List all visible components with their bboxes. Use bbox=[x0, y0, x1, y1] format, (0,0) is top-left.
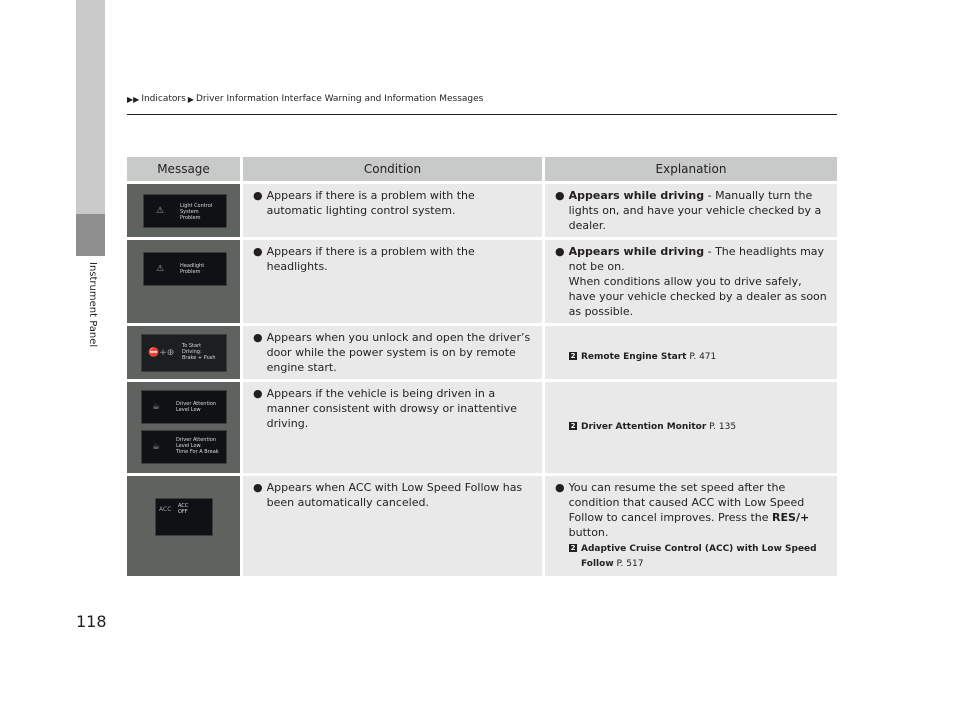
cross-reference[interactable] bbox=[569, 542, 829, 572]
condition-text: Appears if the vehicle is being driven in a manner consistent with drowsy or inattentive driving. bbox=[266, 387, 518, 430]
reference-title: Remote Engine Start bbox=[581, 352, 687, 362]
table-row bbox=[127, 237, 837, 323]
bullet-icon: ● bbox=[555, 481, 565, 494]
reference-icon: 2 bbox=[570, 352, 576, 360]
table-row bbox=[127, 473, 837, 576]
breadcrumb-item[interactable]: Indicators bbox=[141, 94, 186, 104]
breadcrumb-item[interactable]: Driver Information Interface Warning and Information Messages bbox=[195, 94, 484, 104]
explanation-cell bbox=[545, 237, 837, 323]
message-image-cell bbox=[127, 379, 243, 473]
screen-text: ACC OFF bbox=[178, 503, 189, 515]
condition-cell bbox=[243, 323, 545, 379]
message-image-cell bbox=[127, 237, 243, 323]
cross-reference[interactable] bbox=[569, 350, 829, 365]
cross-reference[interactable] bbox=[569, 420, 829, 435]
explanation-bold: RES/+ bbox=[772, 511, 810, 524]
explanation-text: - The headlights may not be on. bbox=[568, 245, 825, 273]
column-header: Explanation bbox=[545, 157, 837, 181]
explanation-cell bbox=[545, 323, 837, 379]
explanation-text: button. bbox=[568, 526, 609, 539]
display-screen bbox=[141, 334, 227, 372]
light-control-problem-icon: ⚠ bbox=[156, 206, 165, 216]
bullet-icon: ● bbox=[253, 189, 263, 202]
reference-title: Driver Attention Monitor bbox=[581, 422, 707, 432]
header-divider bbox=[127, 114, 837, 115]
message-table bbox=[127, 157, 837, 576]
message-image-cell bbox=[127, 473, 243, 576]
reference-page: P. 135 bbox=[706, 422, 737, 432]
reference-title: Adaptive Cruise Control (ACC) with Low Speed Follow bbox=[581, 544, 817, 569]
message-image-cell bbox=[127, 181, 243, 237]
condition-cell bbox=[243, 473, 545, 576]
breadcrumb-arrow-icon: ▶▶ bbox=[127, 94, 140, 104]
coffee-cup-icon: ☕ bbox=[152, 402, 161, 412]
page-number: 118 bbox=[76, 612, 107, 631]
coffee-cup-icon: ☕ bbox=[152, 442, 161, 452]
explanation-text: You can resume the set speed after the condition that caused ACC with Low Speed Follow to cancel improves. Press the bbox=[568, 481, 805, 524]
headlight-problem-icon: ⚠ bbox=[156, 264, 165, 274]
table-row bbox=[127, 379, 837, 473]
bullet-icon: ● bbox=[253, 331, 263, 344]
screen-text: To Start Driving: Brake + Push bbox=[182, 343, 216, 361]
explanation-bold: Appears while driving bbox=[568, 189, 705, 202]
condition-text: Appears if there is a problem with the automatic lighting control system. bbox=[266, 189, 475, 217]
explanation-cell bbox=[545, 181, 837, 237]
condition-text: Appears if there is a problem with the headlights. bbox=[266, 245, 475, 273]
side-tab-marker bbox=[76, 214, 105, 256]
reference-page: P. 471 bbox=[686, 352, 717, 362]
bullet-icon: ● bbox=[253, 387, 263, 400]
condition-cell bbox=[243, 379, 545, 473]
table-row bbox=[127, 323, 837, 379]
display-screen bbox=[143, 252, 227, 286]
display-screen bbox=[155, 498, 213, 536]
acc-icon: ACC bbox=[159, 506, 172, 513]
breadcrumb-arrow-icon: ▶ bbox=[187, 94, 194, 104]
screen-text: Driver Attention Level Low bbox=[176, 401, 217, 413]
table-header-row bbox=[127, 157, 837, 181]
screen-text: Headlight Problem bbox=[180, 263, 205, 275]
condition-cell bbox=[243, 181, 545, 237]
reference-icon: 2 bbox=[570, 544, 576, 552]
explanation-text: - Manually turn the lights on, and have your vehicle checked by a dealer. bbox=[568, 189, 822, 232]
message-image-cell bbox=[127, 323, 243, 379]
reference-icon: 2 bbox=[570, 422, 576, 430]
breadcrumb bbox=[127, 94, 483, 104]
display-screen bbox=[143, 194, 227, 228]
column-header: Condition bbox=[243, 157, 545, 181]
section-label: Instrument Panel bbox=[87, 262, 98, 348]
explanation-cell bbox=[545, 379, 837, 473]
condition-text: Appears when ACC with Low Speed Follow has been automatically canceled. bbox=[266, 481, 523, 509]
explanation-bold: Appears while driving bbox=[568, 245, 705, 258]
display-screen bbox=[141, 430, 227, 464]
explanation-cell bbox=[545, 473, 837, 576]
bullet-icon: ● bbox=[253, 245, 263, 258]
screen-text: Driver Attention Level Low. Time For A Break bbox=[176, 437, 219, 455]
column-header: Message bbox=[127, 157, 243, 181]
condition-text: Appears when you unlock and open the driver’s door while the power system is on by remote engine start. bbox=[266, 331, 531, 374]
reference-page: P. 517 bbox=[613, 559, 644, 569]
screen-text: Light Control System Problem bbox=[180, 203, 213, 221]
bullet-icon: ● bbox=[555, 189, 565, 202]
explanation-text: When conditions allow you to drive safely, have your vehicle checked by a dealer as soon as possible. bbox=[568, 275, 827, 318]
bullet-icon: ● bbox=[555, 245, 565, 258]
display-screen bbox=[141, 390, 227, 424]
bullet-icon: ● bbox=[253, 481, 263, 494]
table-row bbox=[127, 181, 837, 237]
brake-push-icon: ⛔+⊕ bbox=[148, 348, 175, 358]
condition-cell bbox=[243, 237, 545, 323]
